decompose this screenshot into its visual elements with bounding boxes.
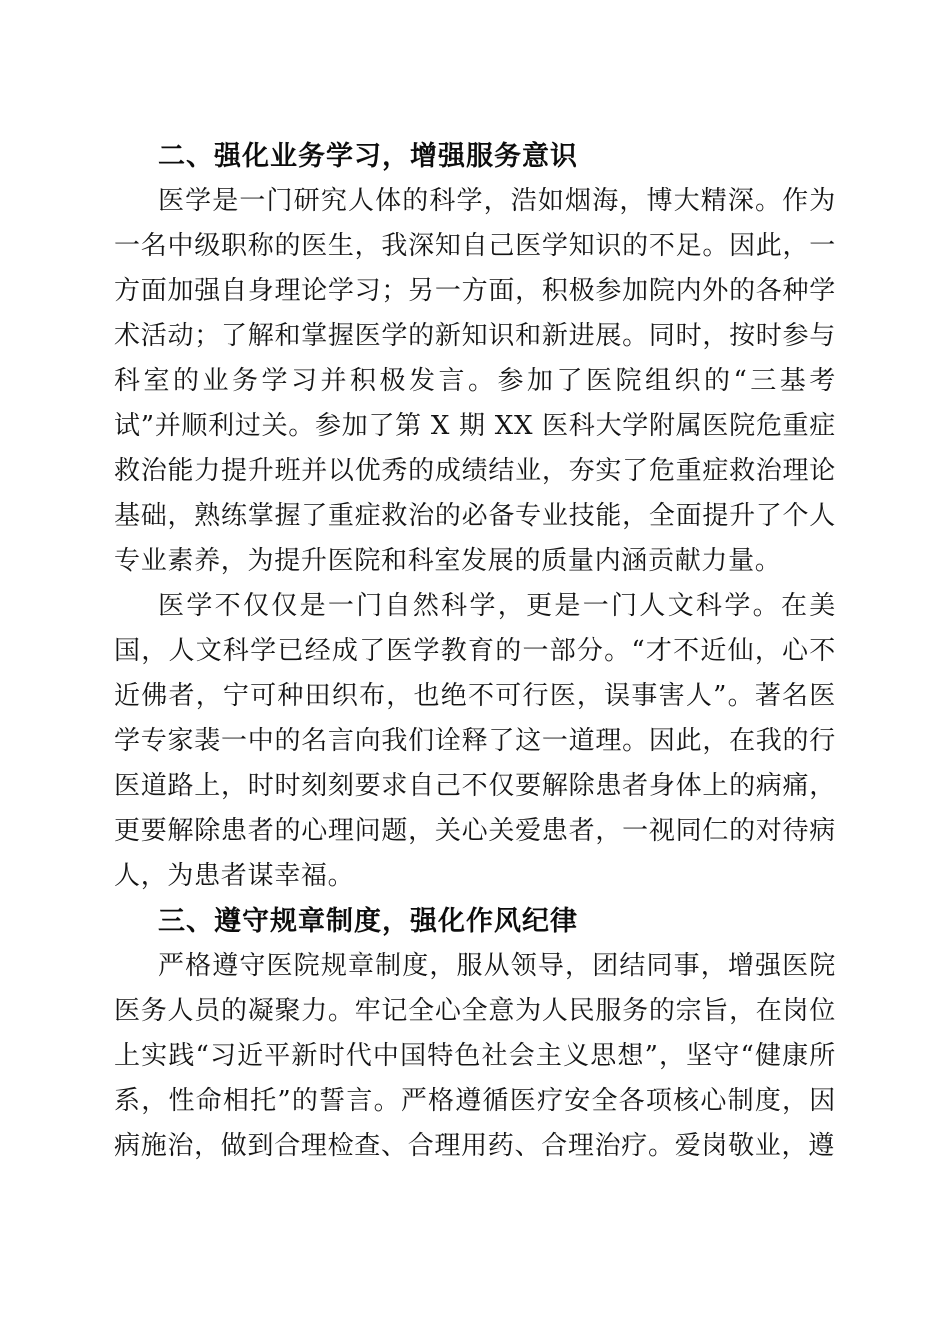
body-paragraph-humanities: 医学不仅仅是一门自然科学，更是一门人文科学。在美国，人文科学已经成了医学教育的一部分。“才不近仙，心不近佛者，宁可种田织布，也绝不可行医，误事害人”。著名医学专家裴一中的名言向我们诠释了这一道理。因此，在我的行医道路上，时时刻刻要求自己不仅要解除患者身体上的病痛，更要解除患者的心理问题，关心关爱患者，一视同仁的对待病人，为患者谋幸福。: [114, 591, 836, 891]
body-paragraph-discipline: 严格遵守医院规章制度，服从领导，团结同事，增强医院医务人员的凝聚力。牢记全心全意为人民服务的宗旨，在岗位上实践“习近平新时代中国特色社会主义思想”，坚守“健康所系，性命相托”的誓言。严格遵循医疗安全各项核心制度，因病施治，做到合理检查、合理用药、合理治疗。爱岗敬业，遵: [114, 951, 836, 1161]
section-heading-2: 二、强化业务学习，增强服务意识: [158, 141, 578, 172]
section-heading-3: 三、遵守规章制度，强化作风纪律: [158, 906, 578, 937]
body-paragraph-business-study: 医学是一门研究人体的科学，浩如烟海，博大精深。作为一名中级职称的医生，我深知自己医学知识的不足。因此，一方面加强自身理论学习；另一方面，积极参加院内外的各种学术活动；了解和掌握医学的新知识和新进展。同时，按时参与科室的业务学习并积极发言。参加了医院组织的“三基考试”并顺利过关。参加了第 X 期 XX 医科大学附属医院危重症救治能力提升班并以优秀的成绩结业，夯实了危重症救治理论基础，熟练掌握了重症救治的必备专业技能，全面提升了个人专业素养，为提升医院和科室发展的质量内涵贡献力量。: [114, 186, 836, 576]
